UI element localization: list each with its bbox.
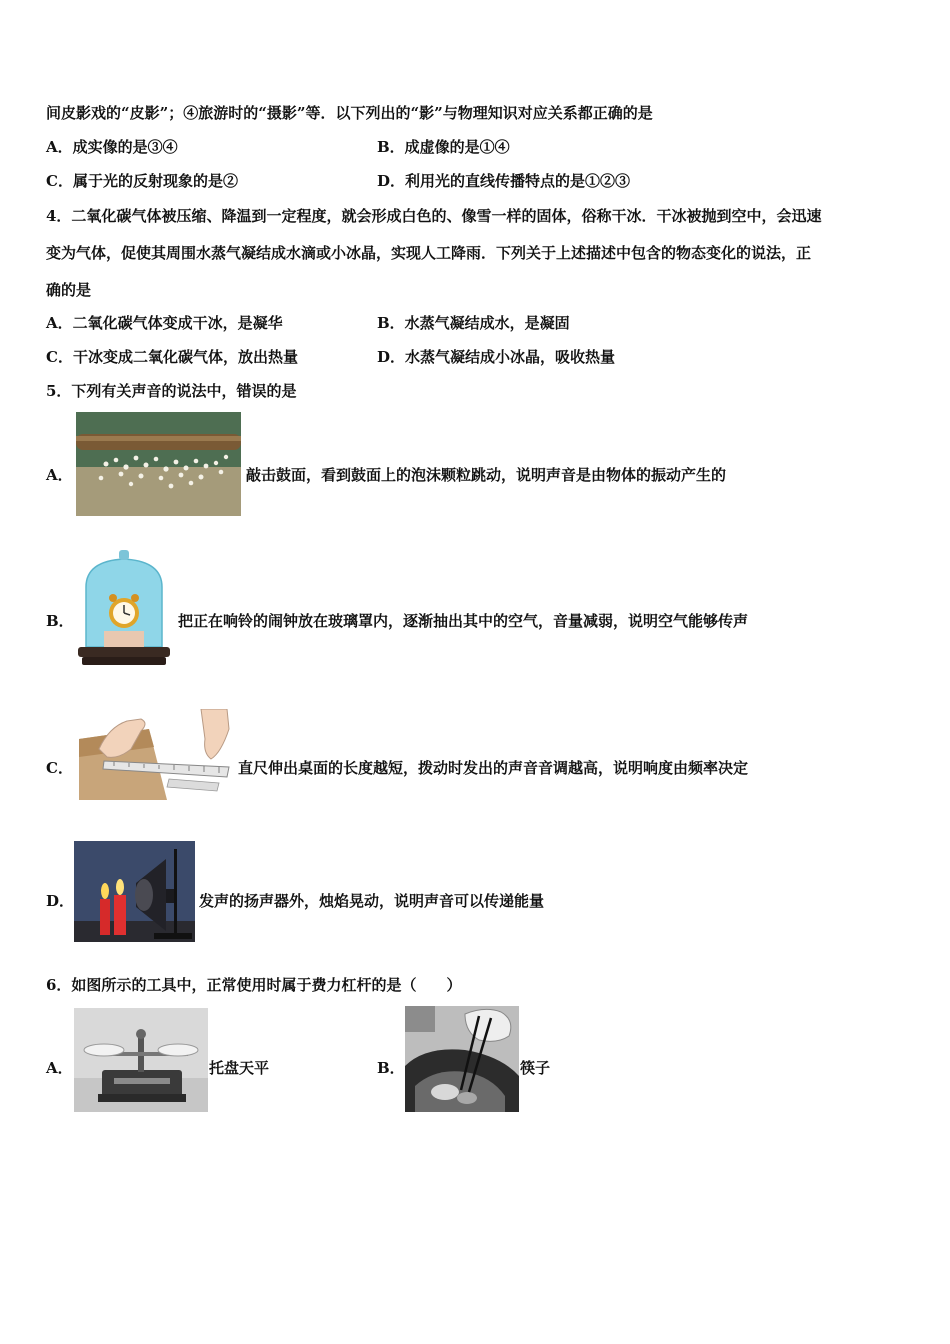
q6-option-a-letter: A．: [46, 1059, 73, 1077]
q6-stem: 6．如图所示的工具中，正常使用时属于费力杠杆的是（ ）: [46, 976, 462, 994]
q4-option-d: D．水蒸气凝结成小冰晶，吸收热量: [377, 348, 616, 366]
q5-option-a-letter: A．: [46, 466, 73, 484]
q4-option-a: A．二氧化碳气体变成干冰，是凝华: [46, 314, 283, 332]
q5-stem: 5．下列有关声音的说法中，错误的是: [46, 382, 297, 400]
q5-option-c-text: 直尺伸出桌面的长度越短，拨动时发出的声音音调越高，说明响度由频率决定: [238, 759, 749, 777]
q5-option-b-letter: B．: [46, 612, 74, 630]
q3-option-d: D．利用光的直线传播特点的是①②③: [377, 172, 631, 190]
q5-option-d-text: 发声的扬声器外，烛焰晃动，说明声音可以传递能量: [199, 892, 545, 910]
chopsticks-image: [405, 1006, 519, 1112]
q3-option-a: A．成实像的是③④: [46, 138, 178, 156]
q4-stem-line2: 变为气体，促使其周围水蒸气凝结成水滴或小冰晶，实现人工降雨．下列关于上述描述中包含的物态变化的说法，正: [46, 244, 812, 262]
drum-foam-image: [76, 412, 241, 516]
q5-option-d-letter: D．: [46, 892, 75, 910]
bell-jar-clock-image: [74, 547, 174, 671]
q6-option-b-text: 筷子: [520, 1059, 551, 1077]
q4-stem-line1: 4．二氧化碳气体被压缩、降温到一定程度，就会形成白色的、像雪一样的固体，俗称干冰．干冰被抛到空中，会迅速: [46, 207, 822, 225]
q3-stem-tail: 间皮影戏的“皮影”；④旅游时的“摄影”等．以下列出的“影”与物理知识对应关系都正确的是: [46, 104, 653, 122]
q5-option-c-letter: C．: [46, 759, 73, 777]
ruler-table-image: [79, 709, 234, 800]
q4-stem-line3: 确的是: [46, 281, 92, 299]
q3-option-c: C．属于光的反射现象的是②: [46, 172, 238, 190]
q4-option-b: B．水蒸气凝结成水，是凝固: [377, 314, 570, 332]
q5-option-b-text: 把正在响铃的闹钟放在玻璃罩内，逐渐抽出其中的空气，音量减弱，说明空气能够传声: [178, 612, 749, 630]
q5-option-a-text: 敲击鼓面，看到鼓面上的泡沫颗粒跳动，说明声音是由物体的振动产生的: [246, 466, 727, 484]
q6-option-a-text: 托盘天平: [209, 1059, 270, 1077]
speaker-candle-image: [74, 841, 195, 942]
q3-option-b: B．成虚像的是①④: [377, 138, 510, 156]
q4-option-c: C．干冰变成二氧化碳气体，放出热量: [46, 348, 298, 366]
q6-option-b-letter: B．: [377, 1059, 405, 1077]
balance-scale-image: [74, 1008, 208, 1112]
